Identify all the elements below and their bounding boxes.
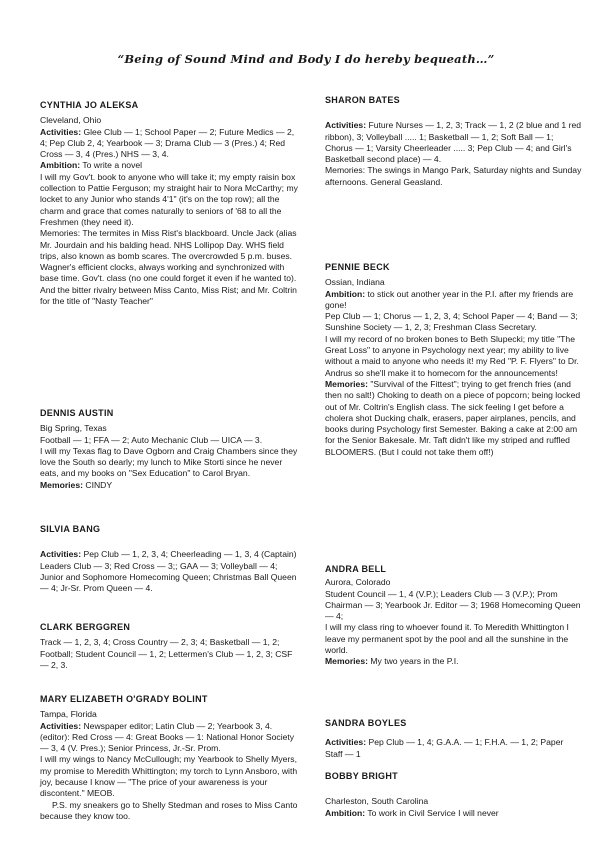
entry-activities: Football — 1; FFA — 2; Auto Mechanic Club — UICA — 3. [40,434,263,445]
entry-silvia-bang [40,524,302,594]
entry-activities: Pep Club — 1; Chorus — 1, 2, 3, 4; School Paper — 4; Band — 3; Sunshine Society — 1, 2, 3; Freshman Class Secretary. [325,311,578,333]
entry-activities: Glee Club — 1; School Paper — 2; Future Medics — 2, 4; Pep Club 2, 4; Yearbook — 3; Drama Club — 3 (Pres.) 4; Red Cross — 3, 4 (Pres.) NHS — 3, 4. [40,126,295,160]
entry-name: ANDRA BELL [325,564,387,574]
activities-label: Activities: [40,549,82,560]
entry-ambition: To write a novel [80,160,143,171]
entry-name: SANDRA BOYLES [325,718,407,728]
activities-label: Activities: [325,120,367,131]
entry-location: Charleston, South Carolina [325,796,429,807]
ambition-label: Ambition: [325,807,366,818]
memories-label: Memories: [325,656,368,667]
entry-bequest: I will my wings to Nancy McCullough; my Yearbook to Shelly Myers, my promise to Meredith Whittington; my torch to Lynn Ansboro, with joy, because I know — "The price of your awareness is your discontent." MEOB. [40,754,298,799]
entry-location: Big Spring, Texas [40,423,107,434]
memories-label: Memories: [325,165,366,176]
entry-ambition: To work in Civil Service I will never [365,807,499,818]
entry-name: BOBBY BRIGHT [325,771,398,781]
entry-location: Tampa, Florida [40,709,97,720]
entry-sandra-boyles [325,718,583,760]
entry-bequest: I will my class ring to whoever found it. To Meredith Whittington I leave my permanent spot by the pool and all the sunshine in the world. [325,622,569,656]
entry-memories: The termites in Miss Rist's blackboard. Uncle Jack (alias Mr. Jourdain and his balding head. NHS Lollipop Day. WHS field trips, also known as bomb scares. The overcrowded 5 p.m. buses. Wagner's efficient clocks, always working and synchronized with base time. Gov't. class (no one could forget it even if he wanted to). And the bitter rivalry between Miss Canto, Miss Rist; and Mr. Coltrin for the title of "Nasty Teacher" [40,228,297,307]
entry-andra-bell [325,564,583,668]
entry-sharon-bates [325,95,583,188]
entry-location: Aurora, Colorado [325,577,391,588]
page-title: “Being of Sound Mind and Body I do hereby bequeath…” [117,52,495,66]
entry-activities: Future Nurses — 1, 2, 3; Track — 1, 2 (2 blue and 1 red ribbon), 3; Volleyball ..... 1; Basketball — 1, 2; Soft Ball — 1; Chorus — 1; Varsity Cheerleader ..... 3; Pep Club — 4; and Girl's Basketball second place) — 4. [325,120,582,165]
entry-activities: Pep Club — 1, 4; G.A.A. — 1; F.H.A. — 1, 2; Paper Staff — 1 [325,737,564,759]
entry-name: SILVIA BANG [40,524,101,534]
activities-label: Activities: [325,737,367,748]
entry-location: Ossian, Indiana [325,277,385,288]
entry-activities: Pep Club — 1, 2, 3, 4; Cheerleading — 1, 3, 4 (Captain) Leaders Club — 3; Red Cross — 3;; GAA — 3; Volleyball — 4; Junior and Sophomore Homecoming Queen; Christmas Ball Queen — 4; Jr-Sr. Prom Queen — 4. [40,549,297,594]
entry-bequest: I will my Gov't. book to anyone who will take it; my empty raisin box collection to Pattie Ferguson; my straight hair to Nora McCarthy; my locket to any Junior who stands 4'1" (it's on the top row); all the charm and grace that comes naturally to seniors of '68 to all the Freshmen (they need it). [40,171,298,227]
entry-memories: "Survival of the Fittest"; trying to get french fries (and then no salt!) Choking to death on a piece of popcorn; being locked out of Mr. Coltrin's English class. The sick feeling I get before a cholera shot Ducking chalk, erasers, paper airplanes, pencils, and books during Psychology first Semester. Baking a cake at 2:00 am for the Senior Bakesale. Mr. Taft didn't like my striped and ruffled BLOOMERS. (But I could not take them off!) [325,378,581,457]
ambition-label: Ambition: [40,160,81,171]
entry-name: SHARON BATES [325,95,400,105]
entry-bobby-bright [325,771,583,819]
entry-mary-bolint [40,694,302,822]
entry-cynthia-aleksa [40,100,302,307]
memories-label: Memories: [325,378,368,389]
entry-activities: Newspaper editor; Latin Club — 2; Yearbook 3, 4. (editor): Red Cross — 4: Great Books — 1: National Honor Society — 3, 4 (V. Pres.); Senior Princess, Jr.-Sr. Prom. [40,720,295,754]
entry-name: CYNTHIA JO ALEKSA [40,100,139,110]
entry-activities: Track — 1, 2, 3, 4; Cross Country — 2, 3; 4; Basketball — 1, 2; Football; Student Council — 1, 2; Lettermen's Club — 1, 2, 3; CSF — 2, 3. [40,637,293,670]
entry-memories: My two years in the P.I. [367,656,459,667]
entry-activities: Student Council — 1, 4 (V.P.); Leaders Club — 3 (V.P.); Prom Chairman — 3; Yearbook Jr. Editor — 3; 1968 Homecoming Queen — 4; [325,588,581,622]
activities-label: Activities: [40,720,82,731]
entry-name: DENNIS AUSTIN [40,408,114,418]
entry-name: PENNIE BECK [325,262,390,272]
entry-memories: CINDY [82,479,113,490]
entry-pennie-beck [325,262,583,458]
ambition-label: Ambition: [325,288,366,299]
entry-ambition: to stick out another year in the P.I. after my friends are gone! [325,288,574,310]
entry-name: CLARK BERGGREN [40,622,131,632]
entry-bequest: I will my Texas flag to Dave Ogborn and Craig Chambers since they love the South so dearly; my lunch to Mike Storti since he never eats, and my books on "Sex Education" to Carol Bryan. [40,445,298,479]
memories-label: Memories: [40,479,83,490]
memories-label: Memories: [40,228,81,239]
entry-name: MARY ELIZABETH O'GRADY BOLINT [40,694,208,704]
entry-location: Cleveland, Ohio [40,115,102,126]
entry-ps: P.S. my sneakers go to Shelly Stedman and roses to Miss Canto because they know too. [40,799,298,821]
activities-label: Activities: [40,126,82,137]
entry-dennis-austin [40,408,302,491]
entry-bequest: I will my record of no broken bones to Beth Slupecki; my title "The Great Loss" to anyone in Psychology next year; my ability to live without a maid to anyone who needs it! my Red "P. F. Flyers" to Dr. Andrus so she'll make it to homecom for the announcements! [325,333,579,378]
entry-clark-berggren [40,622,302,671]
entry-memories: The swings in Mango Park, Saturday nights and Sunday afternoons. General Geasland. [325,165,582,187]
